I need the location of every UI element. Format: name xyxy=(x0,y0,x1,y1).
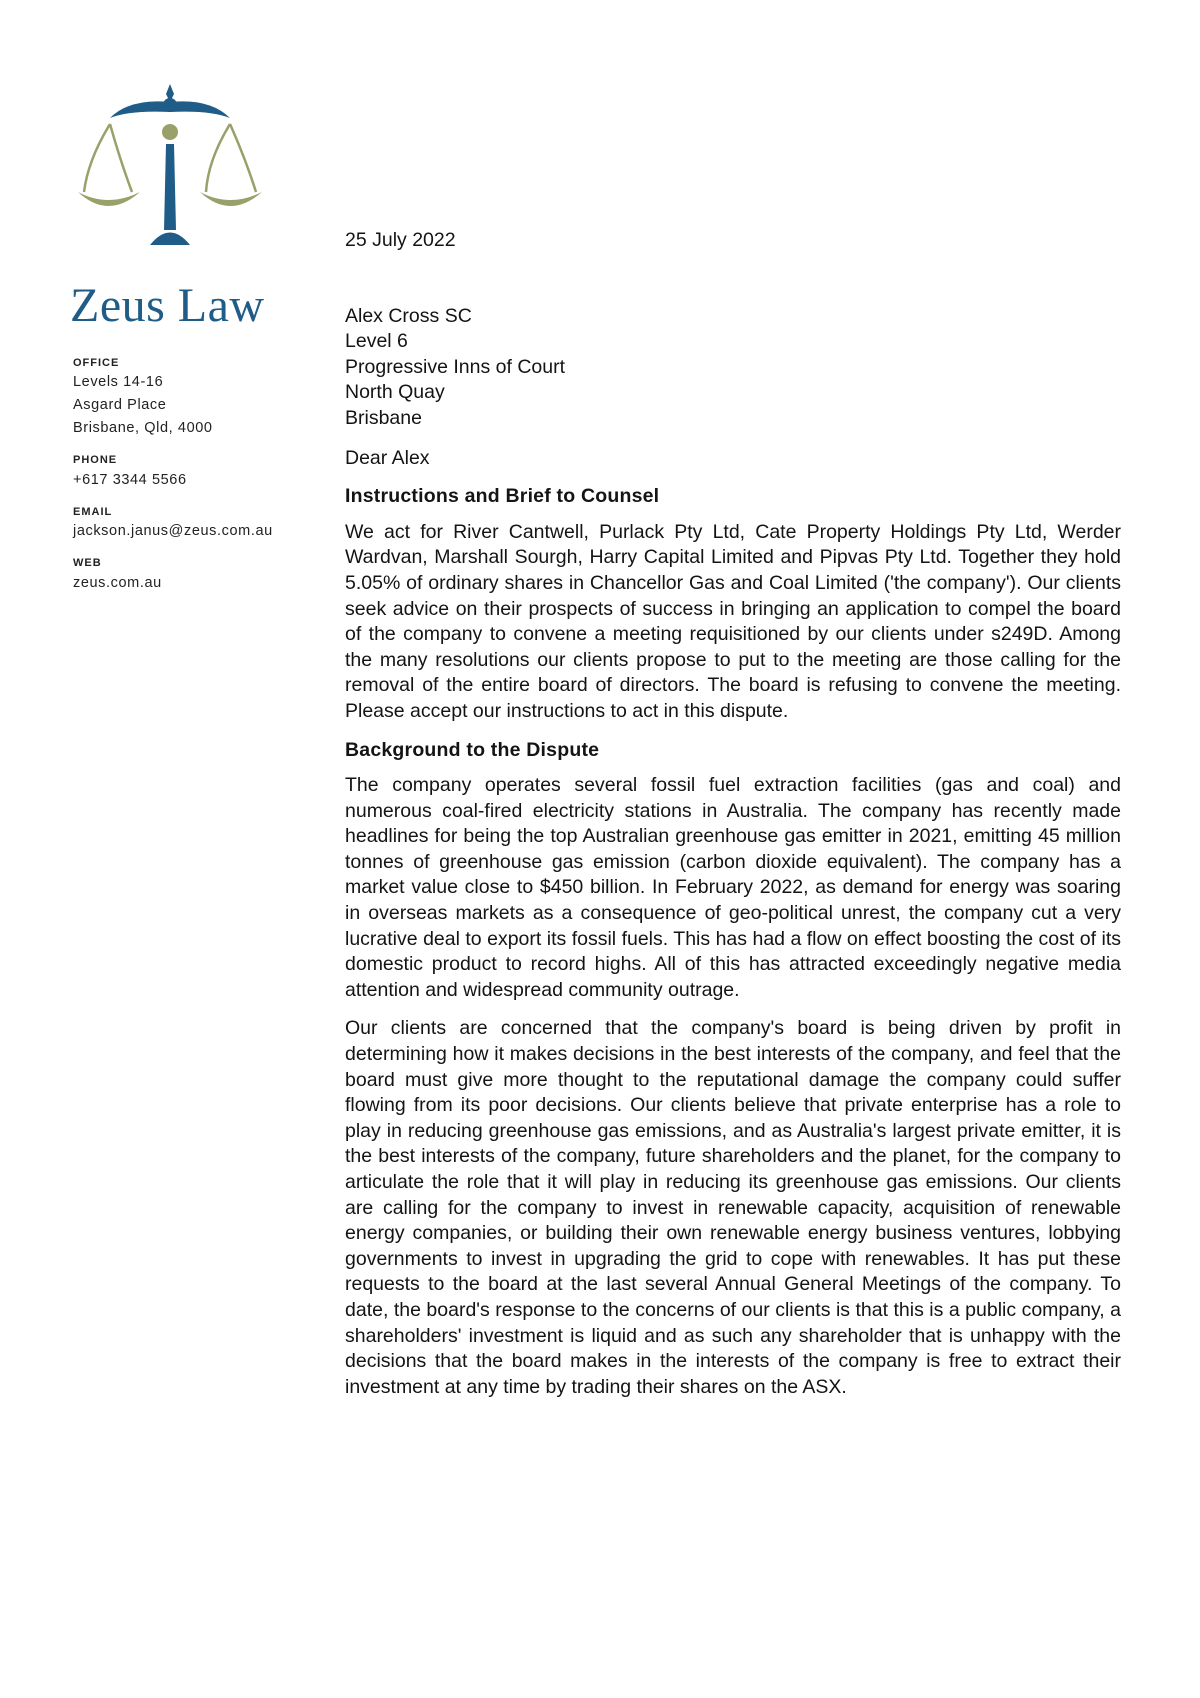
recipient-line: Alex Cross SC xyxy=(345,304,472,327)
web-block xyxy=(73,556,298,594)
website-link[interactable]: zeus.com.au xyxy=(73,574,162,591)
paragraph: The company operates several fossil fuel extraction facilities (gas and coal) and numerous coal-fired electricity stations in Australia. The company has recently made headlines for being the top Australian greenhouse gas emitter in 2021, emitting 45 million tonnes of greenhouse gas emission (carbon dioxide equivalent). The company has a market value close to $450 billion. In February 2022, as demand for energy was soaring in overseas markets as a consequence of geo-political unrest, the company cut a very lucrative deal to export its fossil fuels. This has had a flow on effect boosting the cost of its domestic product to record highs. All of this has attracted exceedingly negative media attention and widespread community outrage. xyxy=(345,774,1121,1001)
recipient-line: Progressive Inns of Court xyxy=(345,355,566,378)
phone-block xyxy=(73,453,298,491)
office-block xyxy=(73,356,298,440)
letterhead-sidebar xyxy=(60,80,300,608)
recipient-line: Brisbane xyxy=(345,406,422,429)
contact-details xyxy=(73,356,298,595)
phone-label: PHONE xyxy=(73,454,118,467)
recipient-line: North Quay xyxy=(345,381,445,404)
phone-number: +617 3344 5566 xyxy=(73,471,187,488)
letter-date: 25 July 2022 xyxy=(345,229,456,251)
office-line: Levels 14-16 xyxy=(73,374,164,391)
office-line: Brisbane, Qld, 4000 xyxy=(73,420,213,437)
web-label: WEB xyxy=(73,557,102,570)
recipient-address xyxy=(345,304,1121,432)
section-heading: Instructions and Brief to Counsel xyxy=(345,485,660,508)
scales-of-justice-icon xyxy=(70,80,270,260)
office-line: Asgard Place xyxy=(73,397,167,414)
office-label: OFFICE xyxy=(73,357,120,369)
email-address[interactable]: jackson.janus@zeus.com.au xyxy=(73,523,273,540)
firm-name: Zeus Law xyxy=(70,279,265,332)
recipient-line: Level 6 xyxy=(345,330,408,353)
salutation: Dear Alex xyxy=(345,446,430,469)
email-block xyxy=(73,505,298,543)
letter-body xyxy=(345,228,1121,1413)
email-label: EMAIL xyxy=(73,505,113,518)
section-heading: Background to the Dispute xyxy=(345,738,600,761)
paragraph: We act for River Cantwell, Purlack Pty Ltd, Cate Property Holdings Pty Ltd, Werder Wardvan, Marshall Sourgh, Harry Capital Limited and Pipvas Pty Ltd. Together they hold 5.05% of ordinary shares in Chancellor Gas and Coal Limited ('the company'). Our clients seek advice on their prospects of success in bringing an application to compel the board of the company to convene a meeting requisitioned by our clients under s249D. Among the many resolutions our clients propose to put to the meeting are those calling for the removal of the entire board of directors. The board is refusing to convene the meeting. Please accept our instructions to act in this dispute. xyxy=(345,520,1121,722)
paragraph: Our clients are concerned that the company's board is being driven by profit in determining how it makes decisions in the best interests of the company, and feel that the board must give more thought to the reputational damage the company could suffer flowing from its poor decisions. Our clients believe that private enterprise has a role to play in reducing greenhouse gas emissions, and as Australia's largest private emitter, it is the best interests of the company, future shareholders and the planet, for the company to articulate the role that it will play in reducing its greenhouse gas emissions. Our clients are calling for the company to invest in renewable capacity, acquisition of renewable energy companies, or building their own renewable energy business ventures, lobbying governments to invest in upgrading the grid to cope with renewables. It has put these requests to the board at the last several Annual General Meetings of the company. To date, the board's response to the concerns of our clients is that this is a public company, a shareholders' investment is liquid and as such any shareholder that is unhappy with the decisions that the board makes in the interests of the company is free to extract their investment at any time by trading their shares on the ASX. xyxy=(345,1017,1121,1398)
